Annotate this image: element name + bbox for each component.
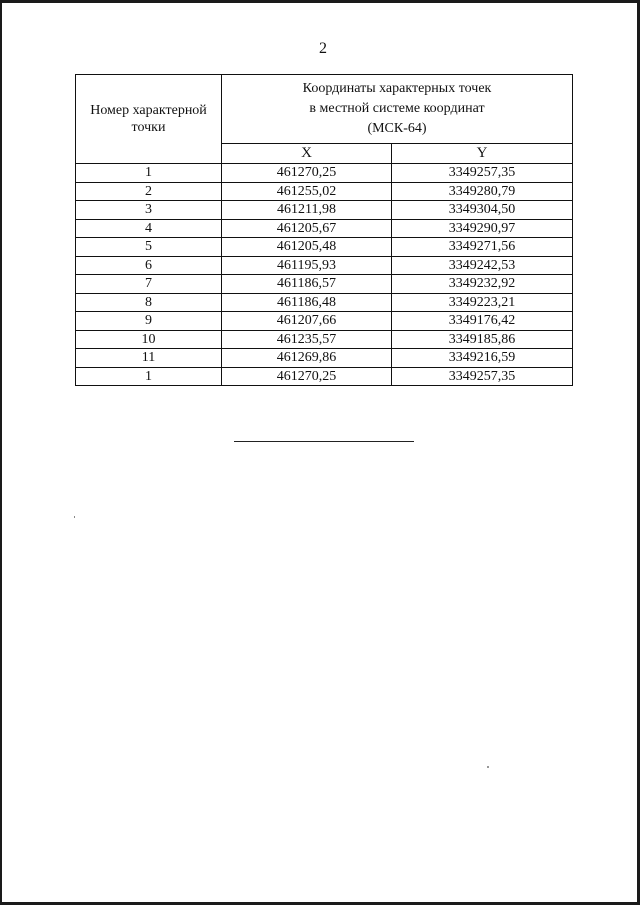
point-number-cell: 1 bbox=[76, 164, 222, 183]
y-coordinate-cell: 3349216,59 bbox=[392, 349, 573, 368]
x-coordinate-cell: 461269,86 bbox=[222, 349, 392, 368]
point-number-cell: 6 bbox=[76, 256, 222, 275]
point-number-cell: 2 bbox=[76, 182, 222, 201]
table-row bbox=[76, 349, 573, 368]
coordinates-table bbox=[75, 74, 573, 386]
y-coordinate-cell: 3349290,97 bbox=[392, 219, 573, 238]
point-number-cell: 4 bbox=[76, 219, 222, 238]
header-system-line2: в местной системе координат bbox=[309, 100, 485, 116]
page-number: 2 bbox=[319, 40, 327, 57]
x-coordinate-cell: 461205,48 bbox=[222, 238, 392, 257]
y-coordinate-cell: 3349304,50 bbox=[392, 201, 573, 220]
table-row bbox=[76, 275, 573, 294]
table-row bbox=[76, 219, 573, 238]
table-row bbox=[76, 367, 573, 386]
scan-border-left bbox=[0, 0, 2, 905]
table-row bbox=[76, 238, 573, 257]
point-number-cell: 7 bbox=[76, 275, 222, 294]
y-coordinate-cell: 3349176,42 bbox=[392, 312, 573, 331]
header-point-number-label: Номер характерной точки bbox=[90, 103, 207, 135]
y-coordinate-cell: 3349271,56 bbox=[392, 238, 573, 257]
scan-speck bbox=[487, 766, 489, 768]
x-coordinate-cell: 461211,98 bbox=[222, 201, 392, 220]
table-row bbox=[76, 182, 573, 201]
point-number-cell: 9 bbox=[76, 312, 222, 331]
y-coordinate-cell: 3349242,53 bbox=[392, 256, 573, 275]
point-number-cell: 10 bbox=[76, 330, 222, 349]
point-number-cell: 8 bbox=[76, 293, 222, 312]
scan-speck bbox=[74, 516, 75, 518]
end-separator-line bbox=[234, 441, 414, 442]
header-system-line3: (МСК-64) bbox=[367, 120, 427, 136]
y-coordinate-cell: 3349185,86 bbox=[392, 330, 573, 349]
y-coordinate-cell: 3349257,35 bbox=[392, 164, 573, 183]
header-point-number bbox=[76, 75, 222, 164]
header-y: Y bbox=[392, 143, 573, 163]
y-coordinate-cell: 3349280,79 bbox=[392, 182, 573, 201]
x-coordinate-cell: 461235,57 bbox=[222, 330, 392, 349]
point-number-cell: 1 bbox=[76, 367, 222, 386]
x-coordinate-cell: 461270,25 bbox=[222, 164, 392, 183]
x-coordinate-cell: 461270,25 bbox=[222, 367, 392, 386]
x-coordinate-cell: 461186,48 bbox=[222, 293, 392, 312]
x-coordinate-cell: 461186,57 bbox=[222, 275, 392, 294]
header-x: X bbox=[222, 143, 392, 163]
point-number-cell: 5 bbox=[76, 238, 222, 257]
scan-border-top bbox=[0, 0, 640, 3]
x-coordinate-cell: 461205,67 bbox=[222, 219, 392, 238]
table-row bbox=[76, 312, 573, 331]
table-row bbox=[76, 256, 573, 275]
table-row bbox=[76, 164, 573, 183]
coordinates-table-body bbox=[76, 164, 573, 386]
x-coordinate-cell: 461207,66 bbox=[222, 312, 392, 331]
y-coordinate-cell: 3349257,35 bbox=[392, 367, 573, 386]
x-coordinate-cell: 461255,02 bbox=[222, 182, 392, 201]
y-coordinate-cell: 3349223,21 bbox=[392, 293, 573, 312]
y-coordinate-cell: 3349232,92 bbox=[392, 275, 573, 294]
header-system-line1: Координаты характерных точек bbox=[302, 80, 492, 96]
header-coordinate-system bbox=[222, 75, 573, 144]
table-row bbox=[76, 293, 573, 312]
x-coordinate-cell: 461195,93 bbox=[222, 256, 392, 275]
table-row bbox=[76, 330, 573, 349]
table-row bbox=[76, 201, 573, 220]
point-number-cell: 11 bbox=[76, 349, 222, 368]
point-number-cell: 3 bbox=[76, 201, 222, 220]
